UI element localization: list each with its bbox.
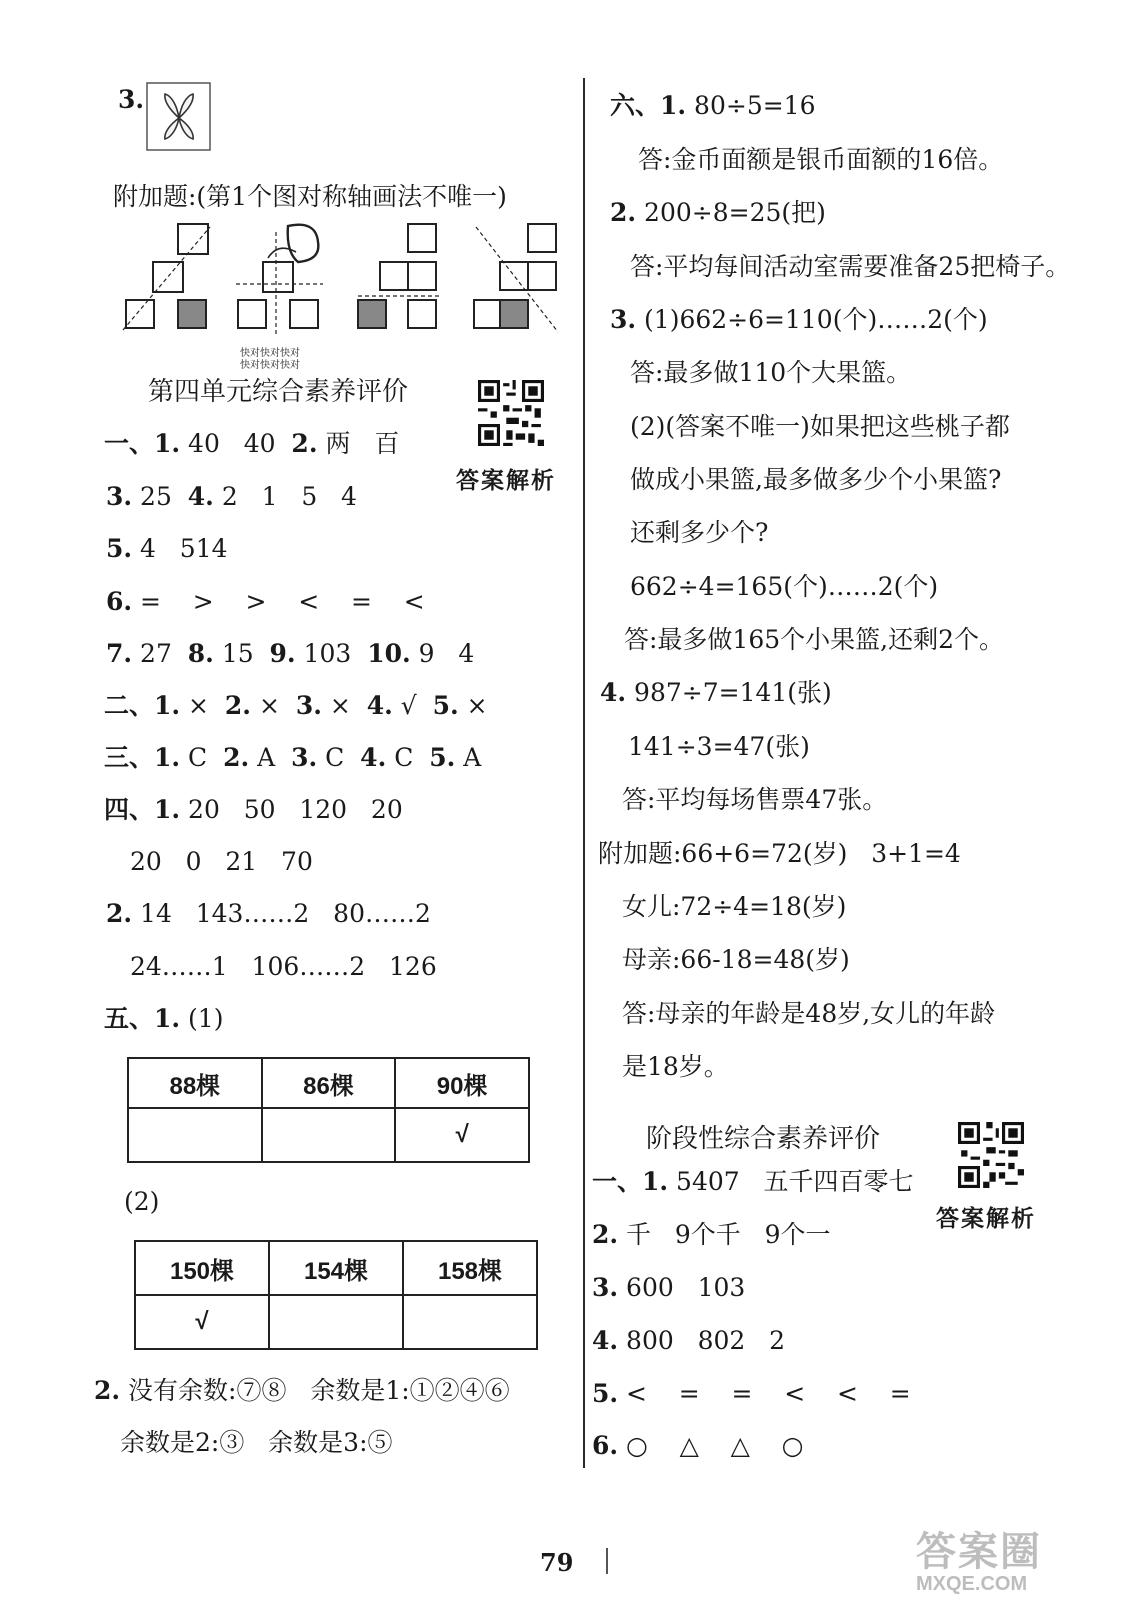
unit4-line-2: 3. 25 4. 2 1 5 4 <box>106 482 357 511</box>
unit4-line-8: 四、1. 20 50 120 20 <box>104 795 403 824</box>
r-line-14: 答:平均每场售票47张。 <box>622 785 888 814</box>
unit4-line-12: 五、1. (1) <box>104 1004 224 1033</box>
table-header-cell: 88棵 <box>128 1058 262 1108</box>
stage-line-3: 3. 600 103 <box>592 1273 746 1302</box>
watermark: 答案圈 MXQE.COM <box>916 1530 1042 1595</box>
table-header-cell: 90棵 <box>395 1058 529 1108</box>
r-line-1: 六、1. 80÷5=16 <box>610 91 816 120</box>
column-divider <box>583 78 585 1468</box>
r-line-4: 答:平均每间活动室需要准备25把椅子。 <box>630 252 1071 281</box>
unit4-line-10: 2. 14 143……2 80……2 <box>106 899 431 928</box>
question-3-label: 3. <box>118 85 145 114</box>
r-line-16: 女儿:72÷4=18(岁) <box>622 892 847 921</box>
stage-line-4: 4. 800 802 2 <box>592 1326 786 1355</box>
qr-caption: 答案解析 <box>936 1205 1036 1232</box>
remainder-line-1: 2. 没有余数:⑦⑧ 余数是1:①②④⑥ <box>94 1376 510 1405</box>
r-line-18: 答:母亲的年龄是48岁,女儿的年龄 <box>622 999 996 1028</box>
unit4-line-9: 20 0 21 70 <box>130 847 313 876</box>
stage-line-1: 一、1. 5407 五千四百零七 <box>592 1167 914 1196</box>
stage-title: 阶段性综合素养评价 <box>646 1124 881 1154</box>
remainder-line-2: 余数是2:③ 余数是3:⑤ <box>120 1428 393 1457</box>
stage-line-6: 6. ○ △ △ ○ <box>592 1431 804 1460</box>
stamp-text: 快对快对快对 快对快对快对 <box>240 348 300 371</box>
table-header-cell: 86棵 <box>262 1058 396 1108</box>
table-header-cell: 154棵 <box>269 1241 403 1295</box>
table-header-cell: 158棵 <box>403 1241 537 1295</box>
qr-code[interactable] <box>478 380 544 446</box>
r-line-17: 母亲:66-18=48(岁) <box>622 945 850 974</box>
symmetry-figures <box>118 222 568 337</box>
stage-line-2: 2. 千 9个千 9个一 <box>592 1220 831 1249</box>
flower-figure <box>146 82 212 152</box>
page-number-mark <box>606 1548 608 1574</box>
unit4-line-4: 6. = > > < = < <box>106 587 425 616</box>
r-line-7: (2)(答案不唯一)如果把这些桃子都 <box>630 412 1010 441</box>
unit4-title: 第四单元综合素养评价 <box>148 377 409 407</box>
tree-table-2 <box>134 1240 538 1350</box>
check-cell: √ <box>135 1295 269 1349</box>
table-header-cell: 150棵 <box>135 1241 269 1295</box>
bonus-intro: 附加题:(第1个图对称轴画法不唯一) <box>113 182 507 211</box>
r-line-10: 662÷4=165(个)……2(个) <box>630 572 939 601</box>
r-line-11: 答:最多做165个小果篮,还剩2个。 <box>624 625 1004 654</box>
r-line-2: 答:金币面额是银币面额的16倍。 <box>638 145 1004 174</box>
tree-table-1 <box>127 1057 530 1163</box>
unit4-line-11: 24……1 106……2 126 <box>130 952 437 981</box>
check-cell <box>403 1295 537 1349</box>
qr-caption: 答案解析 <box>456 467 556 494</box>
unit4-line-5: 7. 27 8. 15 9. 103 10. 9 4 <box>106 639 475 668</box>
unit4-line-6: 二、1. × 2. × 3. × 4. √ 5. × <box>104 691 488 720</box>
r-line-8: 做成小果篮,最多做多少个小果篮? <box>630 465 1002 494</box>
page-number: 79 <box>540 1548 574 1577</box>
r-line-12: 4. 987÷7=141(张) <box>600 678 832 707</box>
r-line-5: 3. (1)662÷6=110(个)……2(个) <box>610 305 988 334</box>
check-cell <box>262 1108 396 1162</box>
unit4-line-3: 5. 4 514 <box>106 534 228 563</box>
r-line-3: 2. 200÷8=25(把) <box>610 198 826 227</box>
sub-question-2: (2) <box>124 1187 160 1216</box>
r-line-6: 答:最多做110个大果篮。 <box>630 358 912 387</box>
unit4-line-1: 一、1. 40 40 2. 两 百 <box>104 429 400 458</box>
qr-code[interactable] <box>958 1122 1024 1188</box>
r-line-15: 附加题:66+6=72(岁) 3+1=4 <box>598 839 961 868</box>
r-line-9: 还剩多少个? <box>630 518 769 547</box>
r-line-13: 141÷3=47(张) <box>628 732 810 761</box>
check-cell <box>128 1108 262 1162</box>
unit4-line-7: 三、1. C 2. A 3. C 4. C 5. A <box>104 743 482 772</box>
check-cell: √ <box>395 1108 529 1162</box>
stage-line-5: 5. < = = < < = <box>592 1379 911 1408</box>
check-cell <box>269 1295 403 1349</box>
r-line-19: 是18岁。 <box>622 1052 729 1081</box>
